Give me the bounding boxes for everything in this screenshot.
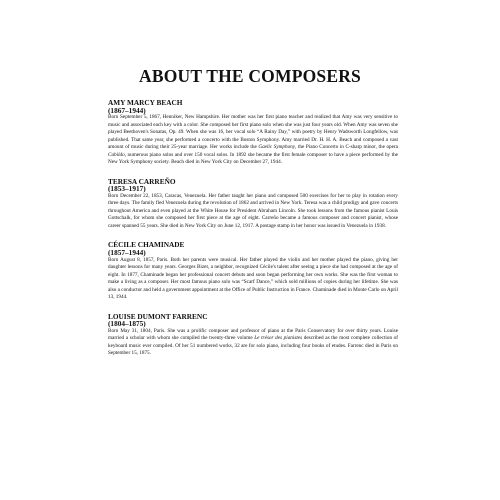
composer-bio xyxy=(108,193,398,231)
composer-dates: (1804–1875) xyxy=(108,319,146,329)
composer-dates: (1867–1944) xyxy=(108,105,146,115)
bio-italic-title: Cabildo xyxy=(108,151,125,158)
composer-dates: (1853–1917) xyxy=(108,184,146,194)
composer-name: LOUISE DUMONT FARRENC xyxy=(108,311,208,321)
composer-list xyxy=(108,99,398,369)
bio-italic-title: Le trésor des pianistes xyxy=(254,335,303,342)
bio-text: , the Piano Concerto in C-sharp minor, the opera xyxy=(295,144,398,151)
composer-entry-chaminade xyxy=(108,241,398,301)
composer-bio xyxy=(108,328,398,358)
composer-entry-beach xyxy=(108,99,398,167)
bio-text: described as the most complete collection of keyboard music ever compiled. Of her 51 numbered works, 32 are for solo piano, including four books of etudes. Farrenc died in Paris on September 15, 1875. xyxy=(108,335,398,357)
bio-text: Born December 22, 1853, Caracas, Venezuela. Her father taught her piano and composed 500 exercises for her to play in rotation every three days. The family fled Venezuela during the revolution of 1862 and arrived in New York. Teresa was a child prodigy and gave concerts throughout America and even played at the White House for President Abraham Lincoln. She took lessons from the famous pianist Louis Gottschalk, for whom she composed her first piece at the age of eight. Carreño became a famous composer and concert pianist, whose career spanned 55 years. She died in New York City on June 12, 1917. A postage stamp in her honor was issued in Venezuela in 1938. xyxy=(108,192,398,229)
composer-name: CÉCILE CHAMINADE xyxy=(108,240,185,250)
composer-entry-farrenc xyxy=(108,313,398,358)
bio-text: Born August 8, 1857, Paris. Both her parents were musical. Her father played the violin and her mother played the piano, giving her daughter lessons for many years. Georges Bizet, a neighbor, recognized Cécile's talent after seeing a piece she had composed at the age of eight. In 1877, Chaminade began her professional concert debuts and soon began performing her own works. She was the first woman to make a living as a composer. Her most famous piano solo was “Scarf Dance,” which sold millions of copies during her lifetime. She was also a conductor and held a government appointment at the Office of Public Instruction in France. Chaminade died in Monte Carlo on April 13, 1944. xyxy=(108,256,398,301)
page-title: ABOUT THE COMPOSERS xyxy=(139,66,361,86)
composer-name: TERESA CARREÑO xyxy=(108,176,176,186)
composer-dates: (1857–1944) xyxy=(108,247,146,257)
bio-text: Born September 5, 1867, Henniker, New Hampshire. Her mother was her first piano teacher and realized that Amy was very sensitive to music and associated each key with a color. She composed her first piano solo when she was just four years old. When Amy was seven she played Beethoven's Sonatas, Op. 49. When she was 16, her vocal solo “A Rainy Day,” with poetry by Henry Wadsworth Longfellow, was published. That same year, she performed a concerto with the Boston Symphony. Amy married Dr. H. H. A. Beach and composed a vast amount of music during their 25-year marriage. Her works include the xyxy=(108,114,398,151)
composer-entry-carreno xyxy=(108,178,398,231)
bio-italic-title: Gaelic Symphony xyxy=(258,144,296,151)
bio-text: , numerous piano solos and over 150 vocal solos. In 1892 she became the first female composer to have a piece performed by the New York Symphony society. Beach died in New York City on December 27, 1944. xyxy=(108,151,398,166)
composer-name: AMY MARCY BEACH xyxy=(108,98,183,107)
composer-bio xyxy=(108,114,398,167)
bio-text: Born May 31, 1804, Paris. She was a prolific composer and professor of piano at the Paris Conservatory for over thirty years. Louise married a scholar with whom she compiled the twenty-three volume xyxy=(108,327,398,342)
composer-bio xyxy=(108,257,398,302)
